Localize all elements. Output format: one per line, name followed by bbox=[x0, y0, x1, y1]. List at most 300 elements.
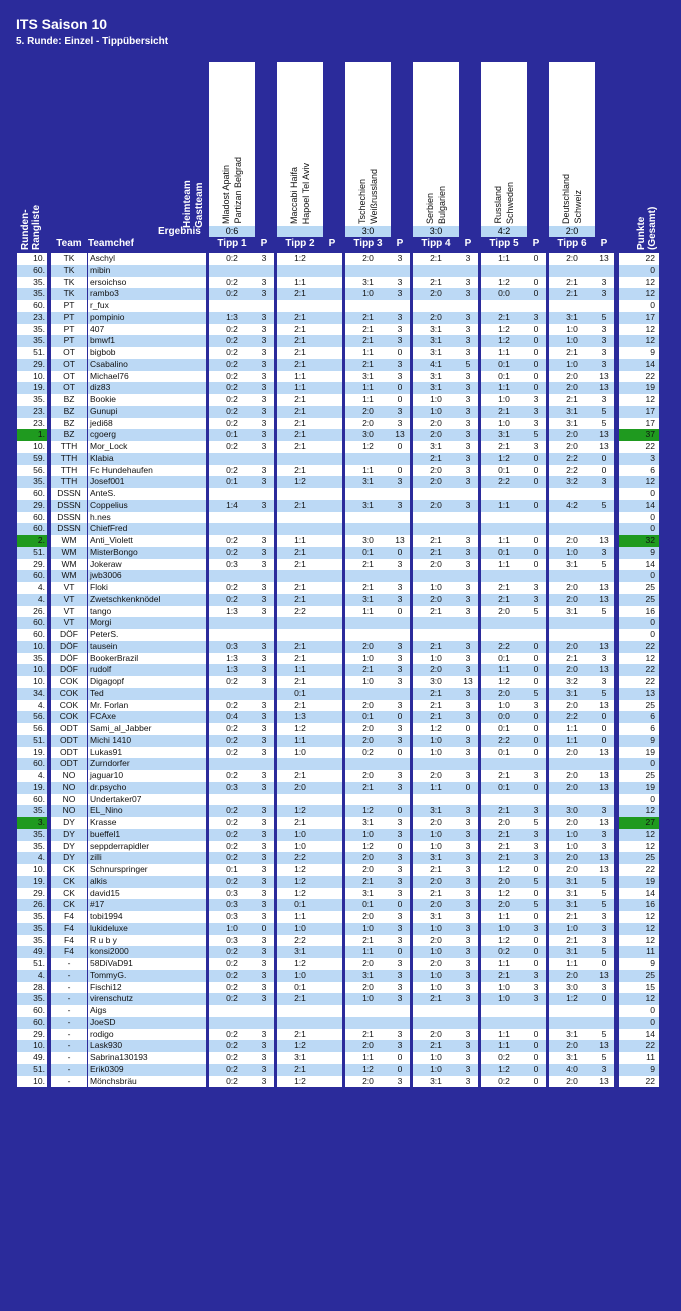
total-points-cell: 17 bbox=[619, 406, 659, 418]
tipp-cell: 0:2 bbox=[209, 324, 255, 336]
tipp-cell: 2:0 bbox=[549, 700, 595, 712]
team-cell: - bbox=[51, 970, 87, 982]
points-cell bbox=[254, 1005, 274, 1017]
rank-cell: 10. bbox=[17, 371, 47, 383]
table-row bbox=[0, 312, 681, 324]
points-cell bbox=[254, 1017, 274, 1029]
points-cell: 3 bbox=[594, 829, 614, 841]
tipp-cell: 2:1 bbox=[277, 324, 323, 336]
table-row bbox=[0, 429, 681, 441]
points-cell: 3 bbox=[254, 700, 274, 712]
tipp-cell: 1:1 bbox=[481, 500, 527, 512]
points-cell: 3 bbox=[254, 394, 274, 406]
points-cell bbox=[594, 512, 614, 524]
points-cell: 3 bbox=[526, 406, 546, 418]
tipp-cell: 1:2 bbox=[481, 888, 527, 900]
total-points-cell: 9 bbox=[619, 735, 659, 747]
points-cell: 3 bbox=[390, 782, 410, 794]
total-points-cell: 32 bbox=[619, 535, 659, 547]
points-cell bbox=[322, 465, 342, 477]
table-row bbox=[0, 617, 681, 629]
points-cell: 3 bbox=[458, 371, 478, 383]
tipp-cell: 2:1 bbox=[549, 935, 595, 947]
rank-cell: 35. bbox=[17, 324, 47, 336]
team-cell: BZ bbox=[51, 418, 87, 430]
tipp-cell: 0:1 bbox=[209, 864, 255, 876]
tipp-cell: 1:4 bbox=[209, 500, 255, 512]
table-row bbox=[0, 512, 681, 524]
teamchef-cell: Morgi bbox=[88, 617, 206, 629]
rank-cell: 51. bbox=[17, 547, 47, 559]
tipp-cell: 2:0 bbox=[345, 982, 391, 994]
tipp-cell bbox=[277, 488, 323, 500]
tipp-cell: 2:1 bbox=[413, 688, 459, 700]
table-row bbox=[0, 1029, 681, 1041]
tipp-cell: 0:2 bbox=[209, 770, 255, 782]
tipp-cell: 2:1 bbox=[413, 277, 459, 289]
teamchef-cell: Mönchsbräu bbox=[88, 1076, 206, 1088]
table-row bbox=[0, 559, 681, 571]
rank-cell: 35. bbox=[17, 993, 47, 1005]
tipp-cell: 2:0 bbox=[345, 735, 391, 747]
total-points-cell: 9 bbox=[619, 347, 659, 359]
points-cell: 0 bbox=[526, 359, 546, 371]
tipp-cell: 4:2 bbox=[549, 500, 595, 512]
teamchef-cell: zilli bbox=[88, 852, 206, 864]
rank-cell: 60. bbox=[17, 488, 47, 500]
tipp-cell: 2:0 bbox=[481, 817, 527, 829]
tipp-cell: 2:2 bbox=[277, 852, 323, 864]
tipp-cell bbox=[413, 265, 459, 277]
points-cell: 3 bbox=[458, 970, 478, 982]
points-cell: 3 bbox=[254, 559, 274, 571]
points-cell bbox=[322, 335, 342, 347]
points-cell bbox=[458, 758, 478, 770]
teamchef-cell: Klabia bbox=[88, 453, 206, 465]
points-cell: 0 bbox=[390, 841, 410, 853]
points-cell: 0 bbox=[594, 958, 614, 970]
tipp-cell: 0:2 bbox=[209, 406, 255, 418]
rank-cell: 19. bbox=[17, 876, 47, 888]
points-cell: 3 bbox=[526, 418, 546, 430]
points-cell: 3 bbox=[254, 782, 274, 794]
points-cell: 3 bbox=[390, 1040, 410, 1052]
points-cell bbox=[322, 770, 342, 782]
points-cell: 3 bbox=[594, 935, 614, 947]
rank-cell: 35. bbox=[17, 476, 47, 488]
tipp-cell: 2:1 bbox=[345, 559, 391, 571]
tipp-cell: 1:1 bbox=[345, 606, 391, 618]
tipp-cell: 1:0 bbox=[277, 841, 323, 853]
points-cell: 3 bbox=[390, 876, 410, 888]
table-row bbox=[0, 594, 681, 606]
points-cell: 3 bbox=[458, 852, 478, 864]
tipp-cell: 0:3 bbox=[209, 911, 255, 923]
points-cell: 0 bbox=[526, 653, 546, 665]
table-row bbox=[0, 1017, 681, 1029]
total-points-cell: 0 bbox=[619, 629, 659, 641]
table-row bbox=[0, 899, 681, 911]
points-cell: 5 bbox=[594, 1029, 614, 1041]
tipp-cell: 2:0 bbox=[345, 864, 391, 876]
teamchef-cell: TommyG. bbox=[88, 970, 206, 982]
points-cell bbox=[322, 394, 342, 406]
tipp-cell: 1:2 bbox=[345, 1064, 391, 1076]
tipp-cell: 1:0 bbox=[277, 970, 323, 982]
total-points-cell: 12 bbox=[619, 829, 659, 841]
points-cell bbox=[526, 1017, 546, 1029]
match-header-2 bbox=[277, 62, 323, 226]
points-cell: 0 bbox=[594, 465, 614, 477]
points-cell bbox=[322, 1052, 342, 1064]
tipp-cell bbox=[277, 512, 323, 524]
points-cell: 3 bbox=[458, 911, 478, 923]
total-points-cell: 17 bbox=[619, 418, 659, 430]
tipp-cell: 2:1 bbox=[277, 770, 323, 782]
points-cell: 3 bbox=[390, 277, 410, 289]
tipp-cell: 1:1 bbox=[277, 911, 323, 923]
points-cell bbox=[526, 629, 546, 641]
tipp-cell: 2:0 bbox=[413, 770, 459, 782]
team-cell: WM bbox=[51, 535, 87, 547]
points-cell bbox=[322, 300, 342, 312]
tipp-cell: 2:0 bbox=[413, 288, 459, 300]
tipp-cell bbox=[413, 617, 459, 629]
tipp-cell: 1:0 bbox=[277, 829, 323, 841]
points-cell bbox=[322, 500, 342, 512]
tipp-cell: 2:1 bbox=[549, 347, 595, 359]
points-cell: 3 bbox=[458, 382, 478, 394]
total-points-cell: 0 bbox=[619, 512, 659, 524]
team-cell: - bbox=[51, 1029, 87, 1041]
col-tipp-header-6: Tipp 6 bbox=[557, 238, 587, 249]
tipp-cell: 2:1 bbox=[345, 582, 391, 594]
tipp-cell: 1:0 bbox=[481, 923, 527, 935]
points-cell bbox=[322, 453, 342, 465]
points-cell: 0 bbox=[526, 335, 546, 347]
points-cell: 3 bbox=[254, 312, 274, 324]
points-cell: 13 bbox=[594, 770, 614, 782]
total-points-cell: 9 bbox=[619, 958, 659, 970]
points-cell: 0 bbox=[526, 559, 546, 571]
rank-cell: 60. bbox=[17, 300, 47, 312]
points-cell bbox=[594, 570, 614, 582]
points-cell: 3 bbox=[254, 594, 274, 606]
points-cell: 3 bbox=[458, 958, 478, 970]
points-cell bbox=[390, 488, 410, 500]
tipp-cell: 2:2 bbox=[277, 606, 323, 618]
teamchef-cell: jedi68 bbox=[88, 418, 206, 430]
points-cell: 3 bbox=[458, 335, 478, 347]
team-cell: - bbox=[51, 1052, 87, 1064]
tipp-cell: 1:1 bbox=[481, 1040, 527, 1052]
table-row bbox=[0, 911, 681, 923]
tipp-cell: 1:1 bbox=[277, 277, 323, 289]
points-cell: 3 bbox=[458, 347, 478, 359]
points-cell: 0 bbox=[390, 606, 410, 618]
tipp-cell: 3:0 bbox=[345, 429, 391, 441]
points-cell: 0 bbox=[526, 946, 546, 958]
col-tipp-header-3: Tipp 3 bbox=[353, 238, 383, 249]
tipp-cell bbox=[413, 1005, 459, 1017]
tipp-cell: 1:0 bbox=[481, 982, 527, 994]
tipp-cell: 1:2 bbox=[277, 723, 323, 735]
tipp-cell: 1:1 bbox=[345, 1052, 391, 1064]
points-cell: 3 bbox=[254, 253, 274, 265]
tipp-cell: 2:1 bbox=[413, 453, 459, 465]
table-row bbox=[0, 335, 681, 347]
points-cell: 3 bbox=[458, 664, 478, 676]
total-points-cell: 12 bbox=[619, 324, 659, 336]
team-cell: TTH bbox=[51, 465, 87, 477]
points-cell: 0 bbox=[526, 288, 546, 300]
total-points-cell: 22 bbox=[619, 441, 659, 453]
points-cell: 3 bbox=[458, 700, 478, 712]
points-cell: 0 bbox=[594, 735, 614, 747]
tipp-cell: 1:0 bbox=[345, 993, 391, 1005]
tipp-cell bbox=[209, 265, 255, 277]
team-cell: TK bbox=[51, 277, 87, 289]
points-cell: 0 bbox=[390, 805, 410, 817]
tipp-cell bbox=[209, 794, 255, 806]
points-cell: 3 bbox=[254, 852, 274, 864]
tipp-cell: 2:0 bbox=[549, 664, 595, 676]
team-cell: - bbox=[51, 993, 87, 1005]
match-header-1 bbox=[209, 62, 255, 226]
rank-cell: 19. bbox=[17, 782, 47, 794]
tipp-cell bbox=[549, 617, 595, 629]
rank-cell: 35. bbox=[17, 653, 47, 665]
points-cell bbox=[594, 1017, 614, 1029]
tipp-cell: 3:1 bbox=[277, 946, 323, 958]
table-row bbox=[0, 993, 681, 1005]
points-cell bbox=[594, 617, 614, 629]
tipp-cell: 3:1 bbox=[413, 382, 459, 394]
table-row bbox=[0, 476, 681, 488]
points-cell: 5 bbox=[594, 888, 614, 900]
match-home-team: Russland bbox=[493, 186, 503, 224]
tipp-cell: 0:2 bbox=[209, 371, 255, 383]
tipp-cell: 3:1 bbox=[549, 606, 595, 618]
tipp-cell: 2:0 bbox=[413, 876, 459, 888]
points-cell: 3 bbox=[390, 312, 410, 324]
rank-cell: 60. bbox=[17, 758, 47, 770]
points-cell: 5 bbox=[526, 688, 546, 700]
tipp-cell: 2:1 bbox=[413, 253, 459, 265]
col-p-header-2: P bbox=[328, 238, 336, 249]
tipp-cell: 0:1 bbox=[345, 711, 391, 723]
points-cell: 3 bbox=[254, 277, 274, 289]
teamchef-cell: tausein bbox=[88, 641, 206, 653]
points-cell: 0 bbox=[390, 1052, 410, 1064]
points-cell: 5 bbox=[526, 817, 546, 829]
rank-cell: 10. bbox=[17, 1040, 47, 1052]
points-cell bbox=[322, 899, 342, 911]
points-cell: 13 bbox=[594, 594, 614, 606]
teamchef-cell: 58DiVaD91 bbox=[88, 958, 206, 970]
points-cell bbox=[322, 805, 342, 817]
tipp-cell: 3:1 bbox=[345, 277, 391, 289]
tipp-cell bbox=[549, 794, 595, 806]
points-cell: 3 bbox=[458, 747, 478, 759]
points-cell: 3 bbox=[458, 453, 478, 465]
points-cell: 3 bbox=[458, 465, 478, 477]
tipp-cell bbox=[481, 794, 527, 806]
tipp-cell: 4:0 bbox=[549, 1064, 595, 1076]
points-cell: 5 bbox=[526, 606, 546, 618]
team-cell: ODT bbox=[51, 747, 87, 759]
points-cell bbox=[526, 488, 546, 500]
tipp-cell bbox=[549, 1005, 595, 1017]
table-row bbox=[0, 794, 681, 806]
col-tipp-header-5: Tipp 5 bbox=[489, 238, 519, 249]
points-cell: 3 bbox=[458, 688, 478, 700]
points-cell bbox=[322, 711, 342, 723]
points-cell: 13 bbox=[594, 535, 614, 547]
tipp-cell: 2:2 bbox=[481, 476, 527, 488]
tipp-cell: 1:0 bbox=[549, 359, 595, 371]
rank-cell: 26. bbox=[17, 899, 47, 911]
table-row bbox=[0, 288, 681, 300]
tipp-cell bbox=[277, 570, 323, 582]
points-cell bbox=[322, 782, 342, 794]
total-points-cell: 12 bbox=[619, 911, 659, 923]
points-cell: 3 bbox=[594, 394, 614, 406]
points-cell: 3 bbox=[254, 946, 274, 958]
tipp-cell: 1:1 bbox=[481, 347, 527, 359]
table-row bbox=[0, 453, 681, 465]
tipp-cell: 2:1 bbox=[413, 606, 459, 618]
tipp-cell: 3:1 bbox=[549, 688, 595, 700]
total-points-cell: 0 bbox=[619, 617, 659, 629]
points-cell bbox=[322, 946, 342, 958]
points-cell: 3 bbox=[254, 911, 274, 923]
rank-cell: 60. bbox=[17, 1005, 47, 1017]
points-cell: 0 bbox=[526, 547, 546, 559]
page-subtitle: 5. Runde: Einzel - Tippübersicht bbox=[16, 36, 169, 47]
heimteam-label: Heimteam bbox=[182, 180, 193, 228]
team-cell: DSSN bbox=[51, 488, 87, 500]
tipp-cell: 2:1 bbox=[277, 418, 323, 430]
rank-cell: 29. bbox=[17, 559, 47, 571]
team-cell: BZ bbox=[51, 406, 87, 418]
tipp-cell: 1:1 bbox=[345, 382, 391, 394]
rank-cell: 35. bbox=[17, 935, 47, 947]
points-cell bbox=[322, 265, 342, 277]
tipp-cell bbox=[209, 300, 255, 312]
tipp-cell: 1:1 bbox=[277, 382, 323, 394]
teamchef-cell: MisterBongo bbox=[88, 547, 206, 559]
match-home-team: Serbien bbox=[425, 192, 435, 224]
points-cell bbox=[526, 794, 546, 806]
tipp-cell: 2:0 bbox=[549, 535, 595, 547]
tipp-cell: 2:1 bbox=[413, 864, 459, 876]
points-cell: 3 bbox=[594, 923, 614, 935]
points-cell bbox=[322, 653, 342, 665]
teamchef-cell: bmwf1 bbox=[88, 335, 206, 347]
tipp-cell bbox=[345, 488, 391, 500]
teamchef-cell: tobi1994 bbox=[88, 911, 206, 923]
points-cell bbox=[322, 347, 342, 359]
tipp-cell bbox=[481, 523, 527, 535]
points-cell bbox=[322, 594, 342, 606]
tipp-cell bbox=[345, 300, 391, 312]
team-cell: VT bbox=[51, 582, 87, 594]
points-cell bbox=[458, 488, 478, 500]
teamchef-cell: seppderrapidler bbox=[88, 841, 206, 853]
tipp-cell: 2:1 bbox=[277, 1064, 323, 1076]
tipp-cell bbox=[209, 523, 255, 535]
total-points-cell: 12 bbox=[619, 653, 659, 665]
rank-cell: 35. bbox=[17, 841, 47, 853]
total-points-cell: 19 bbox=[619, 876, 659, 888]
tipp-cell bbox=[345, 1017, 391, 1029]
team-cell: F4 bbox=[51, 946, 87, 958]
tipp-cell: 3:1 bbox=[549, 888, 595, 900]
tipp-cell: 3:1 bbox=[277, 1052, 323, 1064]
points-cell bbox=[594, 488, 614, 500]
points-cell: 13 bbox=[594, 441, 614, 453]
teamchef-cell: mibin bbox=[88, 265, 206, 277]
tipp-cell: 2:1 bbox=[277, 288, 323, 300]
total-points-cell: 0 bbox=[619, 265, 659, 277]
tipp-cell: 0:2 bbox=[209, 418, 255, 430]
total-points-cell: 0 bbox=[619, 794, 659, 806]
points-cell bbox=[390, 629, 410, 641]
points-cell bbox=[390, 1005, 410, 1017]
points-cell: 3 bbox=[254, 735, 274, 747]
points-cell: 3 bbox=[254, 888, 274, 900]
tipp-cell: 2:0 bbox=[481, 688, 527, 700]
points-cell bbox=[322, 700, 342, 712]
tipp-cell bbox=[413, 1017, 459, 1029]
total-points-cell: 12 bbox=[619, 935, 659, 947]
team-cell: - bbox=[51, 1017, 87, 1029]
points-cell bbox=[254, 488, 274, 500]
points-cell: 3 bbox=[254, 864, 274, 876]
tipp-cell: 2:0 bbox=[345, 406, 391, 418]
tipp-cell bbox=[549, 523, 595, 535]
tipp-cell: 1:2 bbox=[481, 324, 527, 336]
total-points-cell: 12 bbox=[619, 805, 659, 817]
points-cell: 3 bbox=[390, 594, 410, 606]
rank-cell: 28. bbox=[17, 982, 47, 994]
tipp-cell: 1:3 bbox=[209, 664, 255, 676]
tipp-cell: 0:2 bbox=[209, 970, 255, 982]
tipp-cell: 1:1 bbox=[345, 347, 391, 359]
tipp-cell: 3:1 bbox=[413, 441, 459, 453]
tipp-cell: 2:0 bbox=[413, 559, 459, 571]
points-cell bbox=[390, 300, 410, 312]
total-points-cell: 0 bbox=[619, 570, 659, 582]
tipp-cell bbox=[549, 629, 595, 641]
tipp-cell: 2:1 bbox=[277, 817, 323, 829]
points-cell: 0 bbox=[526, 500, 546, 512]
points-cell: 13 bbox=[594, 1076, 614, 1088]
tipp-cell: 0:1 bbox=[481, 747, 527, 759]
match-result-6: 2:0 bbox=[549, 226, 595, 237]
points-cell: 3 bbox=[458, 606, 478, 618]
tipp-cell: 0:0 bbox=[481, 288, 527, 300]
points-cell: 3 bbox=[526, 829, 546, 841]
teamchef-cell: lukideluxe bbox=[88, 923, 206, 935]
tipp-cell bbox=[549, 758, 595, 770]
tipp-cell: 1:0 bbox=[413, 946, 459, 958]
points-cell: 3 bbox=[458, 805, 478, 817]
table-row bbox=[0, 864, 681, 876]
tipp-cell: 2:1 bbox=[481, 829, 527, 841]
points-cell bbox=[594, 794, 614, 806]
